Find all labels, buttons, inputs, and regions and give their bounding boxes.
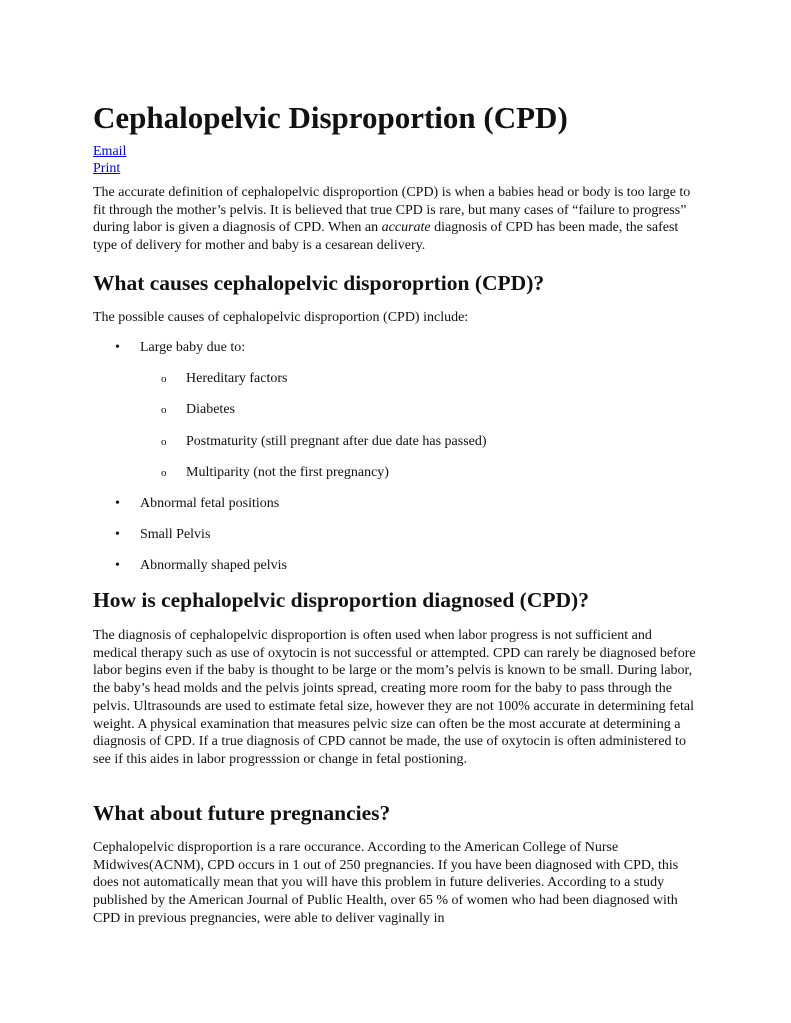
bullet-icon: • — [115, 496, 120, 511]
causes-heading: What causes cephalopelvic disporoprtion (CPD)? — [93, 271, 545, 295]
bullet-icon: • — [115, 558, 120, 573]
sub-list-item: Hereditary factors — [186, 371, 288, 386]
action-links — [93, 143, 126, 177]
intro-text-end: diagnosis of CPD has been made, the safest type of delivery for mother and baby is a cesarean delivery. — [93, 220, 679, 254]
sub-list-item: Multiparity (not the first pregnancy) — [186, 465, 389, 480]
future-heading: What about future pregnancies? — [93, 801, 391, 825]
intro-paragraph — [93, 184, 698, 255]
bullet-icon: • — [115, 340, 120, 355]
circle-bullet-icon: o — [161, 436, 167, 448]
email-link[interactable]: Email — [93, 144, 127, 159]
intro-text-start: The accurate definition of cephalopelvic disproportion (CPD) is when a babies head or body is too large to fit through the mother’s pelvis. It is believed that true CPD is rare, but many cases of “failure to progress” during labor is given a diagnosis of CPD. When an — [93, 185, 691, 236]
circle-bullet-icon: o — [161, 404, 167, 416]
page-title: Cephalopelvic Disproportion (CPD) — [93, 100, 568, 135]
circle-bullet-icon: o — [161, 373, 167, 385]
sub-list-item: Diabetes — [186, 402, 235, 417]
diagnosis-heading: How is cephalopelvic disproportion diagnosed (CPD)? — [93, 588, 589, 612]
causes-lead: The possible causes of cephalopelvic disproportion (CPD) include: — [93, 310, 469, 325]
list-item: Large baby due to: — [140, 340, 246, 355]
bullet-icon: • — [115, 527, 120, 542]
print-link[interactable]: Print — [93, 161, 121, 176]
list-item: Abnormally shaped pelvis — [140, 558, 287, 573]
diagnosis-paragraph: The diagnosis of cephalopelvic disproportion is often used when labor progress is not sufficient and medical therapy such as use of oxytocin is not successful or attempted. CPD can rarely be diagnosed before labor begins even if the baby is thought to be large or the mom’s pelvis is known to be small. During labor, the baby’s head molds and the pelvis joints spread, creating more room for the baby to pass through the pelvis. Ultrasounds are used to estimate fetal size, however they are not 100% accurate in determining fetal weight. A physical examination that measures pelvic size can often be the most accurate at determining a diagnosis of CPD. If a true diagnosis of CPD cannot be made, the use of oxytocin is often administered to see if this aides in labor progresssion or change in fetal postioning. — [93, 628, 696, 767]
list-item: Abnormal fetal positions — [140, 496, 280, 511]
intro-emphasis: accurate — [381, 220, 431, 236]
future-paragraph: Cephalopelvic disproportion is a rare occurance. According to the American College of Nurse Midwives(ACNM), CPD occurs in 1 out of 250 pregnancies. If you have been diagnosed with CPD, this does not automatically mean that you will have this problem in future deliveries. According to a study published by the American Journal of Public Health, over 65 % of women who had been diagnosed with CPD in previous pregnancies, were able to deliver vaginally in — [93, 840, 679, 926]
sub-list-item: Postmaturity (still pregnant after due date has passed) — [186, 434, 487, 449]
list-item: Small Pelvis — [140, 527, 211, 542]
circle-bullet-icon: o — [161, 467, 167, 479]
